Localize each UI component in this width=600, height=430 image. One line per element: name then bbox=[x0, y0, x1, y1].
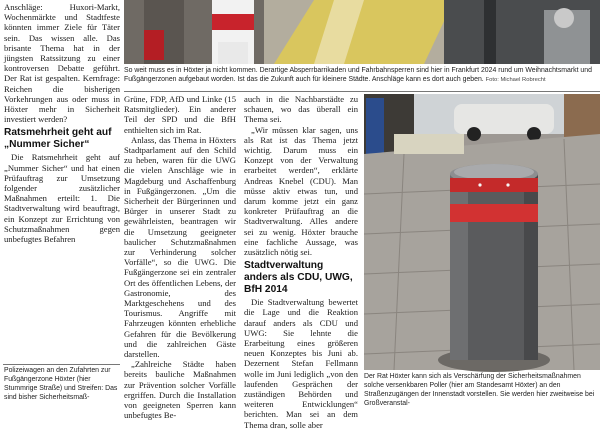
photo-credit: Foto: Michael Robrecht bbox=[485, 77, 546, 83]
intro-paragraph: Anschläge: Huxori-Markt, Wochenmärkte und Stadtfeste könnten immer Ziele für Täter sein. Das wissen alle. Das brisante Thema hat in der jüngsten Ratssitzung zu einer kontroversen Debatte geführt. Der Rat ist gespalten. Kernfrage: Reichen die bisherigen Vorkehrungen aus oder muss in Höxter mehr in Sicherheit investiert werden? bbox=[4, 2, 120, 125]
paragraph-2: „Wir müssen klar sagen, uns als Rat ist das Thema jetzt wichtig. Darum muss ein Konzept von der Verwaltung erarbeitet werden“, erklärte Andreas Knebel (CDU). Man müsse aktiv etwas tun, und darum komme jetzt ein ganz konkreter Prüfauftrag an die Stadtverwaltung. Alles andere sei zu wenig. Höxter brauche eine fachliche Aussage, was zusätzlich nötig sei. bbox=[244, 124, 358, 258]
paragraph-1: auch in die Nachbarstädte zu schauen, wo das überall ein Thema sei. bbox=[244, 94, 358, 125]
body-paragraph: Die Ratsmehrheit geht auf „Nummer Sicher“ und hat einen Prüfauftrag zur Umsetzung folgender zusätzlicher Maßnahmen erteilt: 1. Die Stadtverwaltung wird beauftragt, ein Konzept zur Errichtung von Schutzmaßnahmen gegen unbefugtes Befahren bbox=[4, 152, 120, 245]
caption-text: So weit muss es in Höxter ja nicht kommen. Derartige Absperrbarrikaden und Fahrbahnsperren sind hier in Frankfurt 2024 rund um Weihnachtsmarkt und Fußgängerzonen aufgebaut worden. Ist das die Zukunft auch für kleinere Städte. Anschläge kann es dort auch geben. bbox=[124, 67, 592, 83]
photo-bollard bbox=[364, 94, 600, 370]
photo-caption-frankfurt bbox=[124, 66, 597, 90]
column-divider bbox=[3, 364, 120, 365]
paragraph-3: Die Stadtverwaltung bewertet die Lage und die Reaktion darauf anders als CDU und UWG: Sie lehnte die Erarbeitung eines größeren neuen Konzeptes bis Juni ab. Dezernent Stefan Fellmann wolle im Juni lediglich „von den laufenden Gesprächen der zuständigen Behörden und weiteren Entwicklungen“ berichten. Man sei an dem Thema dran, solle aber bbox=[244, 297, 358, 430]
article-column-2 bbox=[124, 94, 236, 421]
article-column-1 bbox=[4, 2, 120, 364]
photo-frankfurt-barriers bbox=[124, 0, 600, 64]
photo-caption-bollard: Der Rat Höxter kann sich als Verschärfung der Sicherheitsmaßnahmen solche versenkbaren Poller (hier am Standesamt Höxter) an den Straßenzugängen der Innenstadt vorstellen. Sie werden hier zweitweise bei Großveranstal- bbox=[364, 373, 595, 407]
article-column-3 bbox=[244, 94, 358, 430]
paragraph-1: Grüne, FDP, AfD und Linke (15 Ratsmitglieder). Ein anderer Teil der SPD und die BfH enthielten sich im Rat. bbox=[124, 94, 236, 135]
subheading-ratsmehrheit: Ratsmehrheit geht auf „Nummer Sicher“ bbox=[4, 127, 112, 151]
caption-divider bbox=[124, 91, 600, 92]
paragraph-2: Anlass, das Thema in Höxters Stadtparlament auf den Schild zu heben, waren für die UWG die vielen Anschläge wie in Magdeburg und Aschaffenburg in Fußgängerzonen. „Um die Sicherheit der Bürgerinnen und Bürger in unserer Stadt zu gewährleisten, beantragen wir die Umsetzung geeigneter baulicher Schutzmaßnahmen zur Verhinderung solcher Vorfälle“, so die UWG. Die Fußgängerzone sei ein zentraler Ort des öffentlichen Lebens, der Gastronomie, des Marktgeschehens und des Tourismus. Angriffe mit Fahrzeugen könnten erhebliche Gefahren für die Bevölkerung und die zahlreichen Gäste darstellen. bbox=[124, 134, 236, 360]
subheading-stadtverwaltung: Stadtverwaltung anders als CDU, UWG, BfH 2014 bbox=[244, 260, 353, 296]
paragraph-3: „Zahlreiche Städte haben bereits bauliche Maßnahmen zur Prävention solcher Vorfälle ergriffen. Durch die Installation von geeigneten Sperren kann unbefugtes Be- bbox=[124, 359, 236, 421]
photo-caption-police: Polizeiwagen an den Zufahrten zur Fußgängerzone Höxter (hier Stummrige Straße) und Streifen: Das sind bisher Sicherheitsmaß- bbox=[4, 367, 118, 401]
